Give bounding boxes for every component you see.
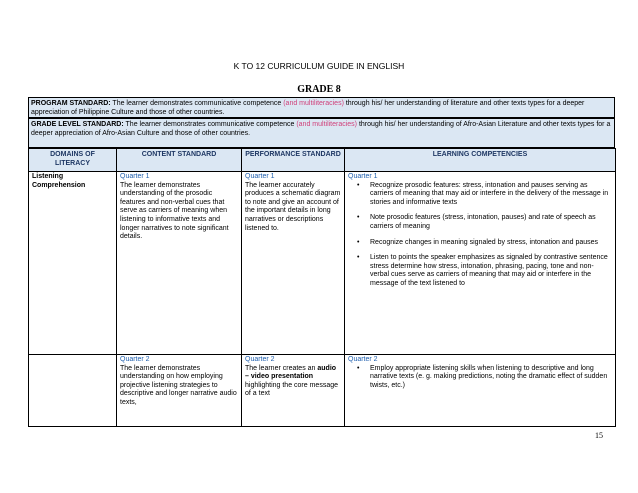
grade-level-standard: [28, 118, 615, 148]
page-number: 15: [595, 431, 603, 440]
quarter-label: Quarter 2: [120, 356, 150, 363]
competency-item: • Note prosodic features (stress, intonation, pauses) and rate of speech as carriers of meaning: [357, 214, 596, 230]
grade-level-standard-highlight: (and multiliteracies): [296, 121, 358, 128]
grade-heading: GRADE 8: [297, 84, 341, 95]
learning-competencies-cell: [345, 355, 616, 427]
quarter-label: Quarter 1: [245, 173, 275, 180]
competency-item: • Employ appropriate listening skills when listening to descriptive and long narrative texts (e. g. making predictions, noting the dramatic effect of sudden twists, etc.): [357, 364, 608, 389]
bullet-icon: •: [357, 364, 360, 372]
competency-item: • Recognize changes in meaning signaled by stress, intonation and pauses: [357, 238, 599, 246]
bullet-icon: •: [357, 214, 360, 222]
table-header-row: [29, 149, 616, 172]
grade-level-standard-text: The learner demonstrates communicative competence: [123, 121, 297, 128]
program-standard: [28, 97, 615, 118]
content-standard-text: The learner demonstrates understanding on how employing projective listening strategies to descriptive and longer narrative audio texts,: [120, 364, 237, 406]
learning-competencies-cell: [345, 172, 616, 355]
quarter-label: Quarter 1: [348, 173, 378, 180]
content-standard-cell: [117, 172, 242, 355]
domain-label: Listening Comprehension: [32, 173, 86, 189]
content-standard-text: The learner demonstrates understanding of the prosodic features and non-verbal cues that serve as carriers of meaning when listening to informative texts and longer narratives to note significant details.: [120, 181, 229, 241]
competency-item: • Recognize prosodic features: stress, intonation and pauses serving as carriers of meaning that may aid or interfere in the delivery of the message in stories and informative texts: [357, 181, 609, 206]
bullet-icon: •: [357, 254, 360, 262]
program-standard-label: PROGRAM STANDARD:: [31, 100, 111, 107]
header-performance-standard: PERFORMANCE STANDARD: [242, 149, 345, 172]
domain-cell: [29, 355, 117, 427]
quarter-label: Quarter 1: [120, 173, 150, 180]
grade-level-standard-label: GRADE LEVEL STANDARD:: [31, 121, 124, 128]
grade-level-standard-text-end: through his/ her understanding of Afro-Asian Literature and other texts types for a deeper appreciation of Afro-Asian Culture and those of other countries.: [31, 121, 611, 137]
header-domains: DOMAINS OF LITERACY: [29, 149, 117, 172]
performance-standard-cell: [242, 355, 345, 427]
bullet-icon: •: [357, 181, 360, 189]
header-content-standard: CONTENT STANDARD: [117, 149, 242, 172]
curriculum-table: [28, 148, 616, 427]
content-standard-cell: [117, 355, 242, 427]
bullet-icon: •: [357, 238, 360, 246]
domain-cell: [29, 172, 117, 355]
performance-standard-text: The learner creates an audio – video presentation highlighting the core message of a text: [245, 364, 339, 398]
program-standard-text-end: through his/ her understanding of literature and other texts types for a deeper appreciation of Philippine Culture and those of other countries.: [31, 100, 585, 116]
program-standard-highlight: (and multiliteracies): [283, 100, 344, 107]
table-row: [29, 355, 616, 427]
performance-standard-text: The learner accurately produces a schematic diagram to note and give an account of the important details in long narratives or descriptions listened to.: [245, 181, 341, 232]
competency-list: [348, 365, 612, 391]
performance-standard-cell: [242, 172, 345, 355]
competency-item: • Listen to points the speaker emphasizes as signaled by contrastive sentence stress determine how stress, intonation, phrasing, pacing, tone and non-verbal cues serve as carriers of meaning that may aid or interfere in the message of the text listened to: [357, 254, 608, 287]
competency-list: [348, 182, 612, 289]
document-title: K TO 12 CURRICULUM GUIDE IN ENGLISH: [233, 61, 405, 71]
program-standard-text: The learner demonstrates communicative competence: [110, 100, 284, 107]
quarter-label: Quarter 2: [348, 356, 378, 363]
table-row: [29, 172, 616, 355]
quarter-label: Quarter 2: [245, 356, 275, 363]
performance-bold-text: audio – video presentation: [245, 364, 337, 381]
header-learning-competencies: LEARNING COMPETENCIES: [345, 149, 616, 172]
